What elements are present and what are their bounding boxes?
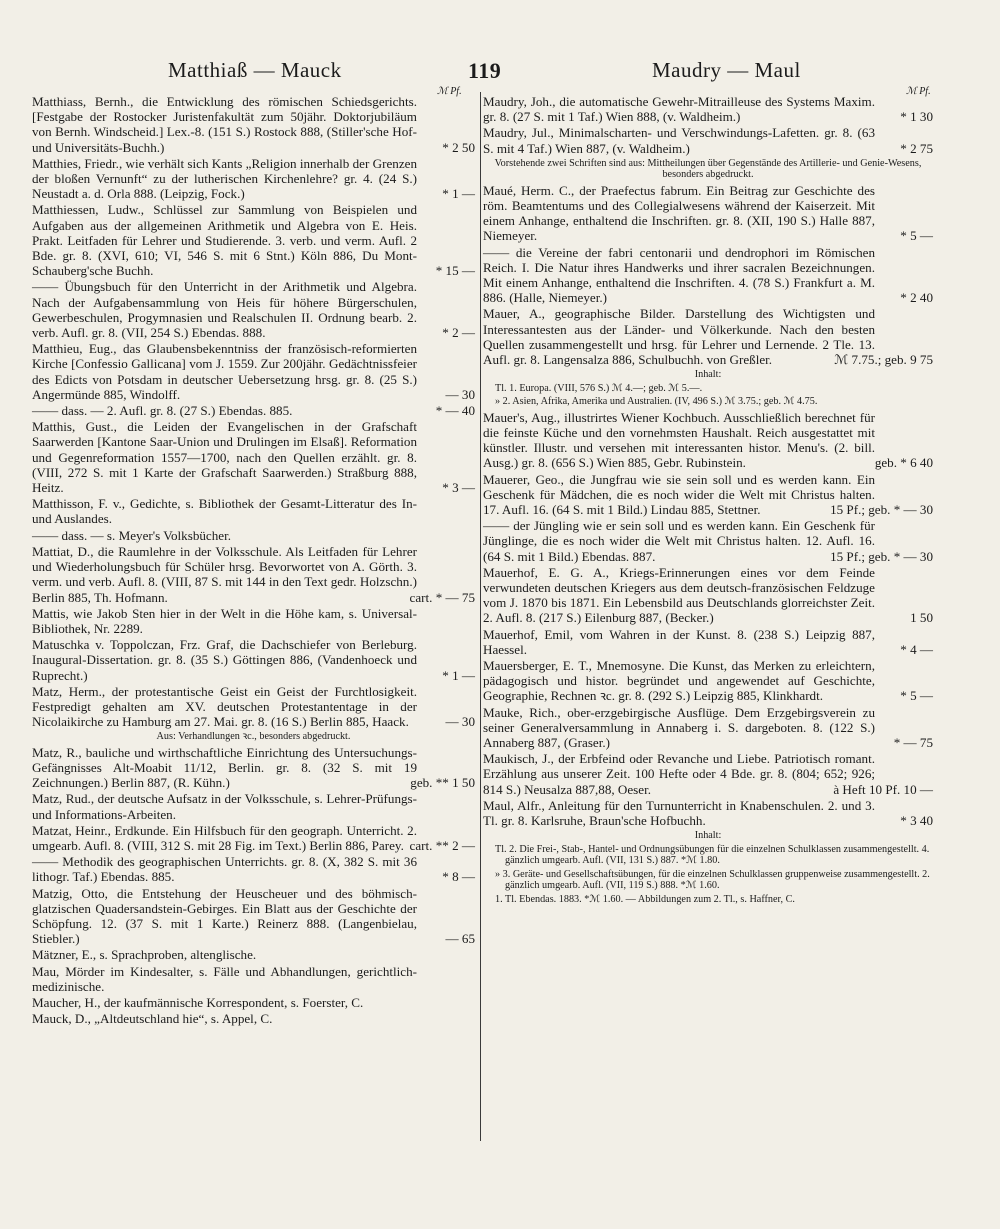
entry-text: Matthieu, Eug., das Glaubensbekenntniss der französisch-reformierten Kirche [Confessio Gallicana] vom J. 1559. Zur 200jähr. Gedächtnissfeier des Edicts von Potsdam in deutscher Uebersetzung hrsg. gr. 8. (25 S.) Angermünde 885, Windolff. xyxy=(32,341,417,402)
entry-price: geb. ** 1 50 xyxy=(410,775,475,791)
price-column-label-left: ℳ Pf. xyxy=(437,86,462,97)
entry-price: * — 75 xyxy=(893,735,933,751)
catalog-entry xyxy=(32,341,475,402)
entry-text: Maucher, H., der kaufmännische Korrespondent, s. Foerster, C. xyxy=(32,995,364,1011)
entry-price: * 2 75 xyxy=(900,140,933,156)
entry-text: Maudry, Jul., Minimalscharten- und Verschwindungs-Lafetten. gr. 8. (63 S. mit 4 Taf.) Wien 887, (v. Waldheim.) xyxy=(483,125,875,156)
entry-price: * 15 — xyxy=(435,263,475,279)
catalog-entry xyxy=(32,156,475,202)
entry-price: — 65 xyxy=(445,931,475,947)
entry-text: Matz, R., bauliche und wirthschaftliche Einrichtung des Untersuchungs-Gefängnisses Alt-Moabit 11/12, Berlin. gr. 8. (32 S. mit 19 Zeichnungen.) Berlin 887, (R. Kühn.) xyxy=(32,744,417,791)
catalog-entry xyxy=(32,995,475,1010)
catalog-entry xyxy=(32,964,475,994)
entry-text: Matzat, Heinr., Erdkunde. Ein Hilfsbuch für den geograph. Unterricht. 2. umgearb. Aufl. 8. (VIII, 312 S. mit 28 Fig. im Text.) Berlin 886, Parey. xyxy=(32,822,417,854)
entry-price: * 2 40 xyxy=(900,290,933,306)
entry-text: Mauerhof, Emil, vom Wahren in der Kunst. 8. (238 S.) Leipzig 887, Haessel. xyxy=(483,626,875,657)
entry-text: —— Methodik des geographischen Unterrichts. gr. 8. (X, 382 S. mit 36 lithogr. Taf.) Ebendas. 885. xyxy=(32,854,417,885)
entry-text: Mauck, D., „Altdeutschland hie“, s. Appel, C. xyxy=(32,1011,273,1027)
entry-price: cart. ** 2 — xyxy=(409,838,475,854)
catalog-entry xyxy=(32,544,475,605)
catalog-entry xyxy=(483,183,933,244)
contents-item: Tl. 2. Die Frei-, Stab-, Hantel- und Ordnungsübungen für die einzelnen Schulklassen zusammengestellt. 4. gänzlich umgearb. Aufl. (VII, 131 S.) 887. *ℳ 1.80. xyxy=(495,843,930,867)
entry-price: — 30 xyxy=(445,386,475,402)
entry-text: Mätzner, E., s. Sprachproben, altenglische. xyxy=(32,947,257,963)
entry-text: Matz, Rud., der deutsche Aufsatz in der Volksschule, s. Lehrer-Prüfungs- und Informations-Arbeiten. xyxy=(32,791,417,822)
running-head-right: Maudry — Maul xyxy=(652,58,801,82)
catalog-entry xyxy=(483,705,933,751)
entry-price: — 30 xyxy=(445,714,475,730)
entry-text: Matzig, Otto, die Entstehung der Heuscheuer und des böhmisch-glatzischen Quadersandstein-Gebirges. Ein Blatt aus der Geschichte der Schöpfung. 12. (37 S. mit 1 Karte.) Reinerz 888. (Langenbielau, Stiebler.) xyxy=(32,885,417,947)
left-column xyxy=(32,94,475,1027)
entry-text: Mauerhof, E. G. A., Kriegs-Erinnerungen eines vor dem Feinde verwundeten deutschen Kriegers aus dem deutsch-französischen Feldzuge vom J. 1870 bis 1871. Ein Lebensbild aus Deutschlands glorreichster Zeit. 2. Aufl. 8. (217 S.) Eilenburg 887, (Becker.) xyxy=(483,564,875,626)
contents-item: Tl. 1. Europa. (VIII, 576 S.) ℳ 4.—; geb. ℳ 5.—. xyxy=(495,382,703,394)
catalog-entry xyxy=(32,886,475,947)
catalog-entry xyxy=(32,823,475,853)
entry-price: 15 Pf.; geb. * — 30 xyxy=(830,548,933,564)
catalog-entry xyxy=(483,518,933,564)
entry-price: cart. * — 75 xyxy=(409,589,475,605)
catalog-entry xyxy=(32,854,475,884)
catalog-entry xyxy=(32,419,475,495)
entry-text: —— die Vereine der fabri centonarii und dendrophori im Römischen Reich. I. Die Natur ihres Handwerks und ihrer sacralen Bezeichnungen. Mit einem Anhange, enthaltend die Inschriften. 4. (78 S.) Frankfurt a. M. 886. (Halle, Niemeyer.) xyxy=(483,244,875,306)
catalog-entry xyxy=(32,528,475,543)
catalog-entry xyxy=(32,403,475,418)
contents-heading: Inhalt: xyxy=(694,369,722,381)
entry-price: * 1 — xyxy=(442,667,475,683)
entry-text: Mauersberger, E. T., Mnemosyne. Die Kunst, das Merken zu erleichtern, pädagogisch und histor. begründet und angewendet auf Geschichte, Geographie, Rechnen ꝛc. gr. 8. (292 S.) Leipzig 885, Klinkhardt. xyxy=(483,658,875,704)
catalog-entry xyxy=(32,947,475,962)
contents-heading: Inhalt: xyxy=(694,830,722,842)
entry-text: Matthiessen, Ludw., Schlüssel zur Sammlung von Beispielen und Aufgaben aus der allgemeinen Arithmetik und Algebra von E. Heis. Prakt. Leitfaden für Lehrer und Studierende. 3. verb. und verm. Aufl. 2 Bde. gr. 8. (XVI, 610; VI, 546 S. mit 6 Stnt.) Köln 886, Du Mont-Schauberg'sche Buchh. xyxy=(32,202,417,279)
entry-text: Mauer's, Aug., illustrirtes Wiener Kochbuch. Ausschließlich berechnet für die feinste Küche und den vornehmsten Haushalt. Reich ausgestattet mit künstler. Illustr. und versehen mit interessanten histor. Menu's. (2. bill. Ausg.) gr. 8. (656 S.) Wien 885, Gebr. Rubinstein. xyxy=(483,409,875,471)
entry-text: —— der Jüngling wie er sein soll und es werden kann. Ein Geschenk für Jünglinge, die es noch wider die Welt mit Christus halten. 12. Aufl. 16. (64 S. mit 1 Bild.) Ebendas. 887. xyxy=(483,518,875,564)
catalog-entry xyxy=(32,791,475,821)
entry-note: Vorstehende zwei Schriften sind aus: Mittheilungen über Gegenstände des Artillerie- und Genie-Wesens, besonders abgedruckt. xyxy=(494,157,922,181)
catalog-entry xyxy=(32,745,475,791)
catalog-entry xyxy=(483,472,933,518)
catalog-entry xyxy=(483,245,933,306)
entry-price: geb. * 6 40 xyxy=(874,455,933,471)
catalog-entry xyxy=(32,606,475,636)
entry-text: Maué, Herm. C., der Praefectus fabrum. Ein Beitrag zur Geschichte des röm. Beamtentums und des Collegialwesens während der Kaiserzeit. Mit einem Anhange, enthaltend die Inschriften. gr. 8. (XII, 190 S.) Halle 887, Niemeyer. xyxy=(483,182,875,244)
entry-price: * 3 40 xyxy=(900,813,933,829)
contents-item: 1. Tl. Ebendas. 1883. *ℳ 1.60. — Abbildungen zum 2. Tl., s. Haffner, C. xyxy=(495,893,795,905)
entry-price: 15 Pf.; geb. * — 30 xyxy=(830,501,933,517)
entry-text: Matthis, Gust., die Leiden der Evangelischen in der Grafschaft Saarwerden [Kantone Saar-Union und Drulingen im Elsaß]. Reformation und Gegenreformation 1557—1700, nach den Quellen erzählt. gr. 8. (VIII, 272 S. mit 1 Karte der Grafschaft Saarwerden.) Straßburg 888, Heitz. xyxy=(32,419,417,496)
entry-price: * 5 — xyxy=(900,228,933,244)
catalog-entry xyxy=(483,125,933,155)
entry-text: Maudry, Joh., die automatische Gewehr-Mitrailleuse des Systems Maxim. gr. 8. (27 S. mit 1 Taf.) Wien 888, (v. Waldheim.) xyxy=(483,94,875,125)
catalog-entry xyxy=(32,1011,475,1026)
catalog-entry xyxy=(483,565,933,626)
price-column-label-right: ℳ Pf. xyxy=(906,86,931,97)
catalog-entry xyxy=(483,410,933,471)
entry-text: Mauke, Rich., ober-erzgebirgische Ausflüge. Dem Erzgebirgsverein zu seiner Generalversammlung in Annaberg i. S. dargeboten. 8. (122 S.) Annaberg 887, (Graser.) xyxy=(483,704,875,751)
entry-text: Mauerer, Geo., die Jungfrau wie sie sein soll und es werden kann. Ein Geschenk für Mädchen, die es noch wider die Welt mit Christus halten. 17. Aufl. 16. (64 S. mit 1 Bild.) Lindau 885, Stettner. xyxy=(483,471,875,517)
catalog-entry xyxy=(32,684,475,730)
catalog-entry xyxy=(483,627,933,657)
catalog-entry xyxy=(483,94,933,124)
entry-price: 1 50 xyxy=(910,610,933,626)
catalog-entry xyxy=(32,202,475,278)
entry-price: à Heft 10 Pf. 10 — xyxy=(833,781,933,797)
entry-text: Matuschka v. Toppolczan, Frz. Graf, die Dachschiefer von Berleburg. Inaugural-Dissertation. gr. 8. (35 S.) Göttingen 886, (Vandenhoeck und Ruprecht.) xyxy=(32,637,417,683)
running-head-left: Matthiaß — Mauck xyxy=(168,58,342,82)
entry-text: Matthies, Friedr., wie verhält sich Kants „Religion innerhalb der Grenzen der bloßen Vernunft“ zu der lutherischen Kirchenlehre? gr. 4. (24 S.) Neustadt a. d. Orla 888. (Leipzig, Fock.) xyxy=(32,155,417,202)
catalog-entry xyxy=(32,279,475,340)
catalog-entry xyxy=(483,306,933,367)
entry-note: Aus: Verhandlungen ꝛc., besonders abgedruckt. xyxy=(156,731,351,743)
column-divider xyxy=(480,92,481,1141)
entry-price: * 2 — xyxy=(442,325,475,341)
entry-price: * 3 — xyxy=(442,480,475,496)
page-number: 119 xyxy=(468,58,502,83)
catalog-entry xyxy=(483,658,933,704)
entry-text: —— dass. — s. Meyer's Volksbücher. xyxy=(32,527,232,543)
catalog-entry xyxy=(483,751,933,797)
contents-item: » 2. Asien, Afrika, Amerika und Australien. (IV, 496 S.) ℳ 3.75.; geb. ℳ 4.75. xyxy=(495,396,818,408)
catalog-entry xyxy=(32,496,475,526)
entry-price: * 2 50 xyxy=(442,139,475,155)
entry-price: * 4 — xyxy=(900,641,933,657)
right-column xyxy=(483,94,933,907)
entry-text: —— dass. — 2. Aufl. gr. 8. (27 S.) Ebendas. 885. xyxy=(32,403,293,419)
catalog-entry xyxy=(32,94,475,155)
entry-text: Mau, Mörder im Kindesalter, s. Fälle und Abhandlungen, gerichtlich-medizinische. xyxy=(32,963,417,994)
contents-item: » 3. Geräte- und Gesellschaftsübungen, für die einzelnen Schulklassen gruppenweise zusammengestellt. 2. gänzlich umgearb. Aufl. (VII, 119 S.) 888. *ℳ 1.60. xyxy=(495,868,930,892)
entry-price: * 1 — xyxy=(442,186,475,202)
entry-text: Maul, Alfr., Anleitung für den Turnunterricht in Knabenschulen. 2. und 3. Tl. gr. 8. Karlsruhe, Braun'sche Hofbuchh. xyxy=(483,797,875,829)
entry-price: ℳ 7.75.; geb. 9 75 xyxy=(834,352,933,368)
catalog-entry xyxy=(32,637,475,683)
entry-text: Mattiat, D., die Raumlehre in der Volksschule. Als Leitfaden für Lehrer und Wiederholungsbuch für Schüler hrsg. Bevorwortet von A. Görth. 3. verm. und verb. Aufl. 8. (VIII, 87 S. mit 144 in den Text gedr. Holzschn.) Berlin 885, Th. Hofmann. xyxy=(32,543,417,605)
entry-text: Maukisch, J., der Erbfeind oder Revanche und Liebe. Patriotisch romant. Erzählung aus unserer Zeit. 100 Hefte oder 4 Bde. gr. 8. (804; 652; 926; 814 S.) Neusalza 887,88, Oeser. xyxy=(483,751,875,797)
entry-price: * 1 30 xyxy=(900,109,933,125)
entry-price: * — 40 xyxy=(435,403,475,419)
entry-text: Matthisson, F. v., Gedichte, s. Bibliothek der Gesamt-Litteratur des In- und Auslandes. xyxy=(32,496,417,527)
entry-price: * 5 — xyxy=(900,688,933,704)
entry-price: * 8 — xyxy=(442,869,475,885)
entry-text: Matz, Herm., der protestantische Geist ein Geist der Furchtlosigkeit. Festpredigt gehalten am XV. deutschen Protestantentage in der Nicolaikirche zu Hamburg am 27. Mai. gr. 8. (16 S.) Berlin 885, Haack. xyxy=(32,683,417,730)
entry-text: Matthiass, Bernh., die Entwicklung des römischen Schiedsgerichts. [Festgabe der Rostocker Juristenfakultät zum 50jähr. Doktorjubiläum von Bernh. Windscheid.] Lex.-8. (151 S.) Rostock 888, (Stiller'sche Hof- und Universitäts-Buchh.) xyxy=(32,94,417,155)
entry-text: Mauer, A., geographische Bilder. Darstellung des Wichtigsten und Interessantesten aus der Länder- und Völkerkunde. Nach den besten Quellen zusammengestellt und hrsg. für Lehrer und Lernende. 2 Tle. 13. Aufl. gr. 8. Langensalza 886, Schulbuchh. von Greßler. xyxy=(483,306,875,368)
entry-text: —— Übungsbuch für den Unterricht in der Arithmetik und Algebra. Nach der Aufgabensammlung von Heis für höhere Bürgerschulen, Gewerbeschulen, Progymnasien und Realschulen II. Ordnung bearb. 2. verb. Aufl. gr. 8. (VII, 254 S.) Ebendas. 888. xyxy=(32,279,417,341)
entry-text: Mattis, wie Jakob Sten hier in der Welt in die Höhe kam, s. Universal-Bibliothek, Nr. 2289. xyxy=(32,605,417,636)
catalog-entry xyxy=(483,798,933,828)
